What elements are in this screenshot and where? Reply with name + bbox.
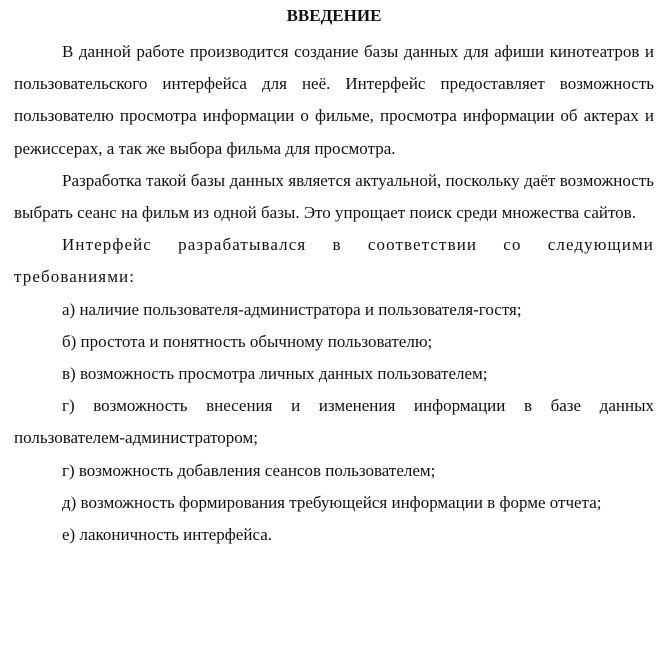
document-title: ВВЕДЕНИЕ <box>286 6 382 25</box>
list-item: в) возможность просмотра личных данных пользователем; <box>62 364 488 384</box>
list-item: а) наличие пользователя-администратора и пользователя-гостя; <box>62 299 522 319</box>
list-item: г) возможность внесения и изменения информации в базе данных пользователем-администратором; <box>14 396 654 448</box>
requirements-list <box>14 294 654 552</box>
intro-paragraph: В данной работе производится создание базы данных для афиши кинотеатров и пользовательского интерфейса для неё. Интерфейс предоставляет возможность пользователю просмотра информации о фильме, просмотра информации об актерах и режиссерах, а так же выбора фильма для просмотра. <box>14 42 654 158</box>
list-item: д) возможность формирования требующейся информации в форме отчета; <box>62 492 602 512</box>
list-item: б) простота и понятность обычному пользователю; <box>62 331 433 351</box>
list-item: е) лаконичность интерфейса. <box>62 525 273 545</box>
relevance-paragraph: Разработка такой базы данных является актуальной, поскольку даёт возможность выбрать сеанс на фильм из одной базы. Это упрощает поиск среди множества сайтов. <box>14 170 654 223</box>
requirements-intro-paragraph: Интерфейс разрабатывался в соответствии со следующими требованиями: <box>14 235 654 287</box>
list-item: г) возможность добавления сеансов пользователем; <box>62 460 436 480</box>
